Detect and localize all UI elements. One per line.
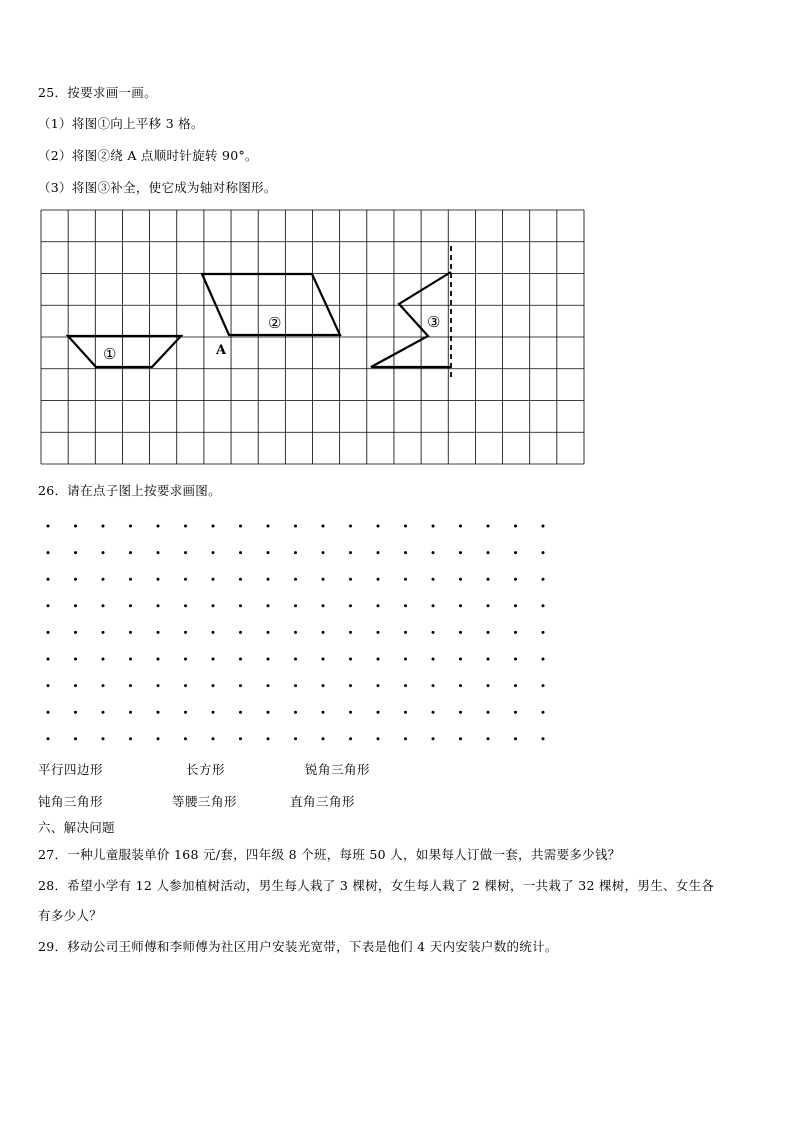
dot: [129, 525, 132, 528]
dot: [487, 737, 490, 740]
dot: [184, 658, 187, 661]
dot: [239, 711, 242, 714]
dot: [294, 551, 297, 554]
dot: [267, 525, 270, 528]
shape-name-right-triangle: 直角三角形: [290, 794, 356, 809]
q26-title: 26．请在点子图上按要求画图。: [38, 483, 221, 498]
dot: [184, 631, 187, 634]
dot: [74, 525, 77, 528]
shape-name-acute-triangle: 锐角三角形: [305, 762, 371, 777]
q28-text-line1: 28．希望小学有 12 人参加植树活动，男生每人栽了 3 棵树，女生每人栽了 2 棵树，一共栽了 32 棵树，男生、女生各: [38, 878, 715, 893]
dot: [487, 711, 490, 714]
dot: [102, 631, 105, 634]
dot: [349, 525, 352, 528]
dot: [322, 737, 325, 740]
shape-3-label: ③: [427, 313, 441, 331]
dot: [322, 578, 325, 581]
dot: [514, 658, 517, 661]
dot: [404, 551, 407, 554]
dot: [432, 631, 435, 634]
dot: [377, 525, 380, 528]
dot: [102, 551, 105, 554]
dot: [74, 684, 77, 687]
dot: [184, 711, 187, 714]
shape-name-obtuse-triangle: 钝角三角形: [38, 794, 104, 809]
dot: [157, 551, 160, 554]
dot: [487, 604, 490, 607]
dot: [294, 578, 297, 581]
dot: [514, 737, 517, 740]
dot: [157, 525, 160, 528]
q25-title: 25．按要求画一画。: [38, 85, 157, 100]
dot: [349, 551, 352, 554]
dot: [184, 604, 187, 607]
dot: [542, 631, 545, 634]
dot: [74, 631, 77, 634]
dot: [294, 711, 297, 714]
dot: [322, 684, 325, 687]
dot: [129, 578, 132, 581]
dot: [47, 684, 50, 687]
dot: [239, 631, 242, 634]
dot: [377, 578, 380, 581]
dot: [47, 551, 50, 554]
dot: [47, 604, 50, 607]
dot: [294, 658, 297, 661]
dot: [184, 737, 187, 740]
dot: [459, 578, 462, 581]
dot: [129, 604, 132, 607]
dot: [102, 658, 105, 661]
dot: [102, 737, 105, 740]
dot: [404, 737, 407, 740]
dot: [487, 658, 490, 661]
dot: [267, 604, 270, 607]
dot: [294, 737, 297, 740]
dot: [129, 658, 132, 661]
dot: [459, 631, 462, 634]
dot: [349, 711, 352, 714]
dot: [212, 631, 215, 634]
q25-step2: （2）将图②绕 A 点顺时针旋转 90°。: [38, 148, 258, 163]
dot: [377, 711, 380, 714]
dot: [157, 684, 160, 687]
dot: [487, 631, 490, 634]
dot: [404, 525, 407, 528]
dot: [212, 658, 215, 661]
dot: [514, 711, 517, 714]
dot: [377, 551, 380, 554]
shape-name-rectangle: 长方形: [186, 762, 226, 777]
dot: [514, 631, 517, 634]
dot: [542, 658, 545, 661]
dot: [184, 684, 187, 687]
dot: [487, 684, 490, 687]
dot: [157, 578, 160, 581]
dot: [514, 551, 517, 554]
dot: [74, 551, 77, 554]
dot: [542, 711, 545, 714]
dot: [184, 525, 187, 528]
q27-text: 27．一种儿童服装单价 168 元/套，四年级 8 个班，每班 50 人，如果每人订做一套，共需要多少钱？: [38, 847, 621, 862]
dot: [239, 604, 242, 607]
dot: [432, 737, 435, 740]
dot: [294, 631, 297, 634]
dot: [47, 631, 50, 634]
point-a-label: A: [216, 343, 227, 358]
shape-name-isosceles-triangle: 等腰三角形: [172, 794, 238, 809]
dot: [157, 737, 160, 740]
dot: [349, 631, 352, 634]
dot: [404, 711, 407, 714]
dot: [432, 604, 435, 607]
dot: [432, 525, 435, 528]
dot: [157, 604, 160, 607]
dot: [239, 525, 242, 528]
dot: [47, 578, 50, 581]
dot: [459, 737, 462, 740]
dot: [377, 631, 380, 634]
dot: [157, 631, 160, 634]
dot: [322, 551, 325, 554]
dot: [459, 684, 462, 687]
dot: [47, 658, 50, 661]
dot: [129, 551, 132, 554]
dot: [47, 711, 50, 714]
dot: [404, 658, 407, 661]
dot: [404, 684, 407, 687]
dot: [212, 684, 215, 687]
dot: [129, 631, 132, 634]
shape-2-label: ②: [268, 314, 282, 332]
dot: [432, 658, 435, 661]
dot: [322, 711, 325, 714]
dot: [157, 711, 160, 714]
dot: [239, 658, 242, 661]
dot: [102, 604, 105, 607]
dot: [514, 578, 517, 581]
q29-text: 29．移动公司王师傅和李师傅为社区用户安装光宽带，下表是他们 4 天内安装户数的统计。: [38, 939, 558, 954]
dot: [432, 711, 435, 714]
dot: [184, 578, 187, 581]
dot: [349, 658, 352, 661]
dot: [459, 551, 462, 554]
dot: [129, 737, 132, 740]
dot: [102, 525, 105, 528]
dot: [459, 604, 462, 607]
dot: [349, 578, 352, 581]
dot: [74, 578, 77, 581]
dot: [322, 604, 325, 607]
dot: [432, 551, 435, 554]
dot: [267, 551, 270, 554]
dot: [239, 737, 242, 740]
dot: [404, 604, 407, 607]
dot: [404, 631, 407, 634]
dot: [404, 578, 407, 581]
dot: [239, 684, 242, 687]
dot: [239, 551, 242, 554]
dot: [514, 525, 517, 528]
dot: [542, 604, 545, 607]
dot-grid-dots: [47, 525, 545, 741]
q28-text-line2: 有多少人？: [38, 908, 103, 923]
dot: [349, 604, 352, 607]
dot: [487, 578, 490, 581]
dot: [322, 658, 325, 661]
dot: [267, 711, 270, 714]
shape-1-label: ①: [103, 345, 117, 363]
dot: [74, 711, 77, 714]
dot: [267, 737, 270, 740]
dot: [157, 658, 160, 661]
dot: [349, 684, 352, 687]
dot: [542, 525, 545, 528]
dot: [542, 737, 545, 740]
dot: [212, 604, 215, 607]
dot: [212, 578, 215, 581]
shape-name-parallelogram: 平行四边形: [38, 762, 104, 777]
q25-step1: （1）将图①向上平移 3 格。: [38, 116, 204, 131]
dot: [129, 684, 132, 687]
dot: [47, 737, 50, 740]
dot: [432, 684, 435, 687]
dot: [459, 658, 462, 661]
dot: [542, 684, 545, 687]
dot: [514, 684, 517, 687]
dot: [74, 737, 77, 740]
dot: [212, 737, 215, 740]
dot: [239, 578, 242, 581]
dot: [377, 658, 380, 661]
dot: [102, 578, 105, 581]
dot: [74, 604, 77, 607]
dot: [459, 525, 462, 528]
dot: [542, 578, 545, 581]
dot: [459, 711, 462, 714]
dot: [377, 604, 380, 607]
dot: [267, 631, 270, 634]
dot: [212, 711, 215, 714]
dot: [514, 604, 517, 607]
dot: [432, 578, 435, 581]
dot: [102, 711, 105, 714]
section-6-title: 六、解决问题: [38, 820, 115, 835]
dot: [184, 551, 187, 554]
dot: [267, 578, 270, 581]
dot: [267, 684, 270, 687]
dot: [129, 711, 132, 714]
dot: [377, 684, 380, 687]
dot: [377, 737, 380, 740]
dot: [267, 658, 270, 661]
dot: [487, 551, 490, 554]
dot: [294, 684, 297, 687]
dot: [212, 551, 215, 554]
dot: [74, 658, 77, 661]
dot: [542, 551, 545, 554]
dot: [212, 525, 215, 528]
dot: [294, 604, 297, 607]
dot: [322, 525, 325, 528]
dot: [102, 684, 105, 687]
dot: [294, 525, 297, 528]
dot: [487, 525, 490, 528]
dot: [322, 631, 325, 634]
q25-step3: （3）将图③补全，使它成为轴对称图形。: [38, 180, 277, 195]
dot: [47, 525, 50, 528]
dot: [349, 737, 352, 740]
